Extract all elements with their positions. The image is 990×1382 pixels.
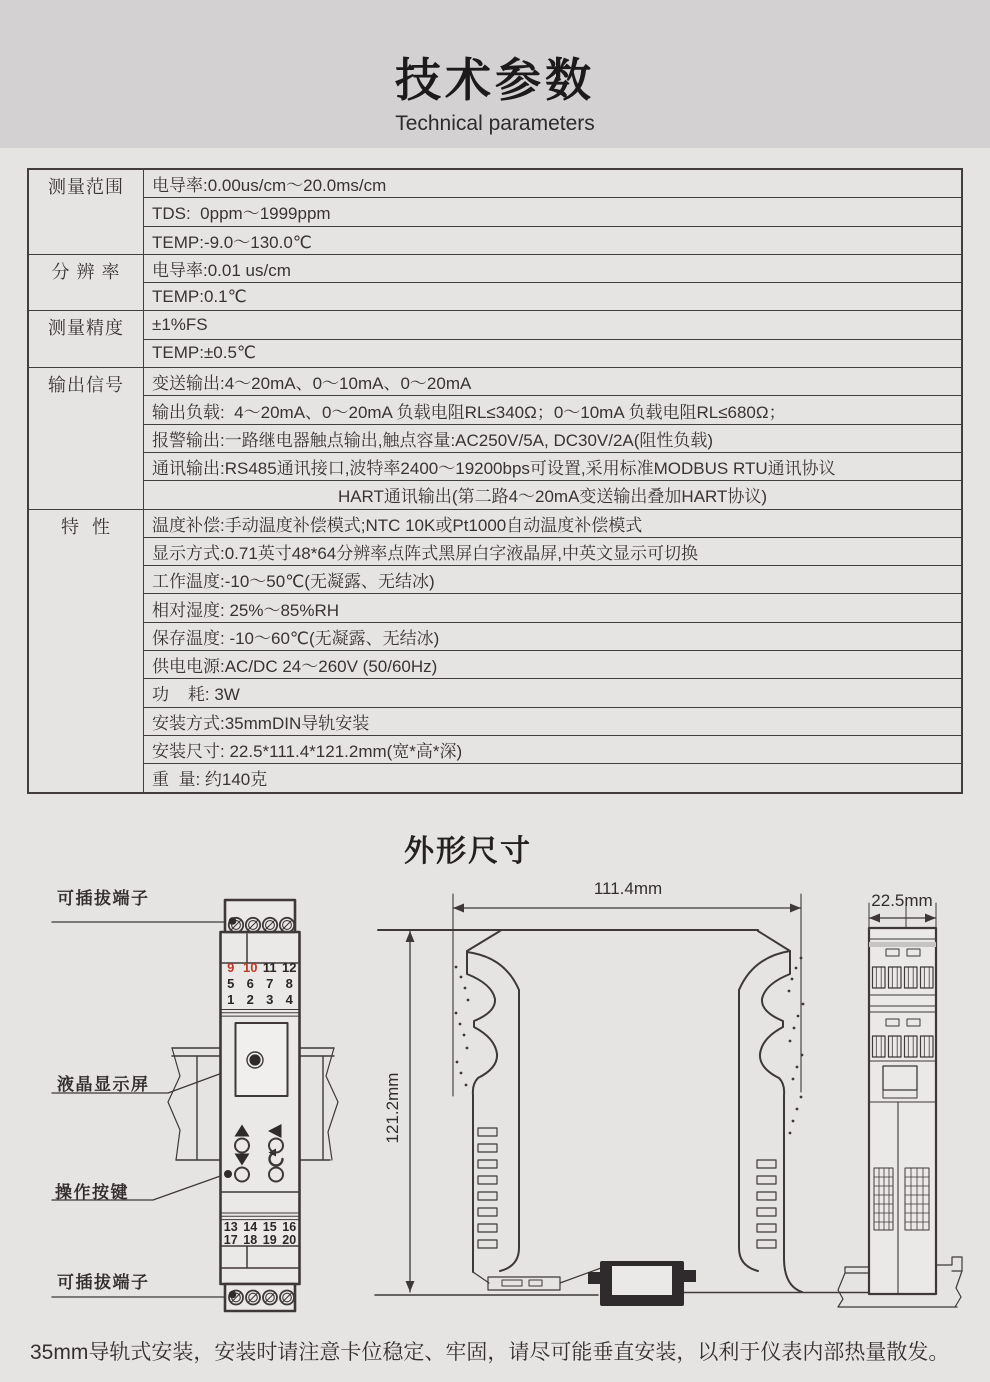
terminal-number-row — [221, 992, 299, 1008]
terminal-number: 16 — [282, 1220, 297, 1234]
spec-row — [28, 311, 962, 339]
spec-value: 电导率:0.01 us/cm — [144, 254, 963, 282]
spec-value: TEMP:±0.5℃ — [144, 339, 963, 367]
spec-value: 输出负载: 4～20mA、0～20mA 负载电阻RL≤340Ω；0～10mA 负载电阻RL≤680Ω； — [144, 396, 963, 424]
spec-row — [28, 735, 962, 763]
terminal-number-row — [221, 976, 299, 992]
spec-row — [28, 679, 962, 707]
spec-value: 保存温度: -10～60℃(无凝露、无结冰) — [144, 622, 963, 650]
spec-row — [28, 707, 962, 735]
page-header — [0, 0, 990, 148]
dimension-width-22-5mm: 22.5mm — [871, 891, 933, 910]
spec-value: 通讯输出:RS485通讯接口,波特率2400～19200bps可设置,采用标准MODBUS RTU通讯协议 — [144, 452, 963, 480]
terminal-number: 1 — [227, 992, 235, 1007]
end-body — [869, 928, 936, 1294]
terminal-number: 7 — [266, 976, 274, 991]
spec-value: TEMP:0.1℃ — [144, 283, 963, 311]
terminal-number: 19 — [262, 1232, 277, 1247]
terminal-number: 17 — [223, 1232, 238, 1247]
spec-section-label: 输出信号 — [28, 368, 144, 509]
spec-table — [27, 168, 963, 794]
label-operation-buttons: 操作按键 — [55, 1183, 129, 1202]
mounting-note: 35mm导轨式安装，安装时请注意卡位稳定、牢固，请尽可能垂直安装，以利于仪表内部热量散发。 — [30, 1341, 950, 1364]
spec-section-label: 分 辨 率 — [28, 254, 144, 311]
spec-value: 功 耗: 3W — [144, 679, 963, 707]
label-pluggable-terminal-bottom: 可插拔端子 — [57, 1273, 150, 1292]
spec-value: ±1%FS — [144, 311, 963, 339]
dimension-depth-121-2mm: 121.2mm — [383, 1072, 402, 1144]
terminal-number: 12 — [282, 960, 297, 975]
label-lcd-screen: 液晶显示屏 — [57, 1075, 150, 1094]
terminal-number: 13 — [223, 1220, 238, 1234]
terminal-number-row — [221, 960, 299, 976]
side-view-drawing — [375, 894, 932, 1306]
spec-row — [28, 339, 962, 367]
spec-value: 安装尺寸: 22.5*111.4*121.2mm(宽*高*深) — [144, 735, 963, 763]
spec-row — [28, 764, 962, 793]
spec-row — [28, 169, 962, 198]
terminal-number: 8 — [285, 976, 293, 991]
spec-row — [28, 537, 962, 565]
terminal-number: 15 — [262, 1220, 277, 1234]
page-subtitle: Technical parameters — [395, 112, 595, 135]
spec-row — [28, 283, 962, 311]
terminal-number: 20 — [282, 1232, 297, 1247]
outline-section-heading: 外形尺寸 — [404, 835, 532, 868]
terminal-number: 14 — [243, 1220, 258, 1234]
spec-value: 安装方式:35mmDIN导轨安装 — [144, 707, 963, 735]
spec-row — [28, 452, 962, 480]
spec-row — [28, 509, 962, 537]
spec-row — [28, 424, 962, 452]
spec-section-label: 测量范围 — [28, 169, 144, 254]
spec-row — [28, 368, 962, 396]
spec-row — [28, 622, 962, 650]
dimension-height-111-4mm: 111.4mm — [593, 879, 663, 898]
spec-table-body — [28, 169, 962, 793]
spec-value: 重 量: 约140克 — [144, 764, 963, 793]
spec-row — [28, 254, 962, 282]
spec-section-label: 特 性 — [28, 509, 144, 792]
terminal-number: 4 — [285, 992, 293, 1007]
outline-drawings — [0, 870, 990, 1382]
terminal-number: 5 — [227, 976, 235, 991]
spec-value: 相对湿度: 25%～85%RH — [144, 594, 963, 622]
terminal-number: 9 — [227, 960, 235, 975]
spec-value: TEMP:-9.0～130.0℃ — [144, 226, 963, 254]
din-clip — [588, 1261, 696, 1306]
terminal-number: 11 — [262, 960, 277, 975]
terminal-number: 3 — [266, 992, 274, 1007]
spec-section-label: 测量精度 — [28, 311, 144, 368]
spec-row — [28, 481, 962, 509]
lcd-screen — [236, 1023, 288, 1096]
end-view-drawing — [838, 903, 962, 1307]
spec-value: 报警输出:一路继电器触点输出,触点容量:AC250V/5A, DC30V/2A(阻性负载) — [144, 424, 963, 452]
spec-row — [28, 226, 962, 254]
spec-value: 工作温度:-10～50℃(无凝露、无结冰) — [144, 566, 963, 594]
spec-value: 电导率:0.00us/cm～20.0ms/cm — [144, 169, 963, 198]
terminal-number-row — [221, 1234, 299, 1247]
spec-value: 供电电源:AC/DC 24～260V (50/60Hz) — [144, 651, 963, 679]
spec-row — [28, 594, 962, 622]
spec-row — [28, 651, 962, 679]
terminal-number-row — [221, 1221, 299, 1234]
spec-row — [28, 396, 962, 424]
spec-row — [28, 566, 962, 594]
spec-value: TDS: 0ppm～1999ppm — [144, 198, 963, 226]
terminal-number: 6 — [246, 976, 254, 991]
spec-value: HART通讯输出(第二路4～20mA变送输出叠加HART协议) — [144, 481, 963, 509]
label-pluggable-terminal-top: 可插拔端子 — [57, 889, 150, 908]
terminal-number: 10 — [243, 960, 258, 975]
spec-value: 温度补偿:手动温度补偿模式;NTC 10K或Pt1000自动温度补偿模式 — [144, 509, 963, 537]
spec-row — [28, 198, 962, 226]
spec-value: 变送输出:4～20mA、0～10mA、0～20mA — [144, 368, 963, 396]
terminal-number: 2 — [246, 992, 254, 1007]
page-title: 技术参数 — [395, 54, 595, 106]
terminal-number: 18 — [243, 1232, 258, 1247]
spec-value: 显示方式:0.71英寸48*64分辨率点阵式黑屏白字液晶屏,中英文显示可切换 — [144, 537, 963, 565]
front-terminal-numbers-bottom — [221, 1221, 299, 1246]
front-terminal-numbers-top — [221, 960, 299, 1008]
